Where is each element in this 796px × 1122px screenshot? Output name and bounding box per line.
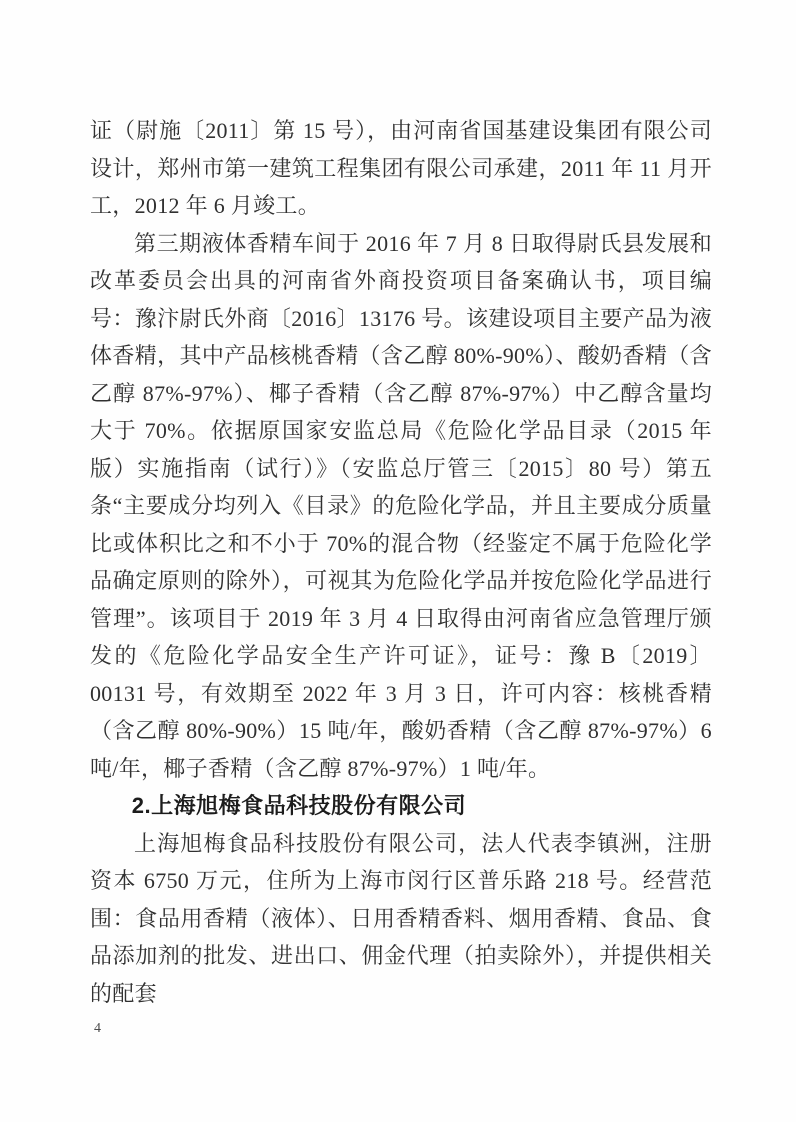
paragraph-company-profile: 上海旭梅食品科技股份有限公司，法人代表李镇洲，注册资本 6750 万元，住所为上海市闵行区普乐路 218 号。经营范围：食品用香精（液体）、日用香精香料、烟用香精、食品、食品添加剂的批发、进出口、佣金代理（拍卖除外），并提供相关的配套 <box>90 830 712 1006</box>
paragraph-construction-permit-continuation: 证（尉施〔2011〕第 15 号），由河南省国基建设集团有限公司设计，郑州市第一建筑工程集团有限公司承建，2011 年 11 月开工，2012 年 6 月竣工。 <box>90 118 712 218</box>
section-heading-shanghai-xumei-company: 2.上海旭梅食品科技股份有限公司 <box>131 793 467 818</box>
document-body <box>90 112 712 1012</box>
page-number: 4 <box>94 1021 101 1036</box>
paragraph-phase3-flavor-workshop: 第三期液体香精车间于 2016 年 7 月 8 日取得尉氏县发展和改革委员会出具的河南省外商投资项目备案确认书，项目编号：豫汴尉氏外商〔2016〕13176 号。该建设项目主要产品为液体香精，其中产品核桃香精（含乙醇 80%-90%）、酸奶香精（含乙醇 87%-97%）、椰子香精（含乙醇 87%-97%）中乙醇含量均大于 70%。依据原国家安监总局《危险化学品目录（2015 年版）实施指南（试行）》（安监总厅管三〔2015〕80 号）第五条“主要成分均列入《目录》的危险化学品，并且主要成分质量比或体积比之和不小于 70%的混合物（经鉴定不属于危险化学品确定原则的除外），可视其为危险化学品并按危险化学品进行管理”。该项目于 2019 年 3 月 4 日取得由河南省应急管理厅颁发的《危险化学品安全生产许可证》，证号：豫 B〔2019〕00131 号，有效期至 2022 年 3 月 3 日，许可内容：核桃香精（含乙醇 80%-90%）15 吨/年，酸奶香精（含乙醇 87%-97%）6 吨/年，椰子香精（含乙醇 87%-97%）1 吨/年。 <box>90 230 712 781</box>
